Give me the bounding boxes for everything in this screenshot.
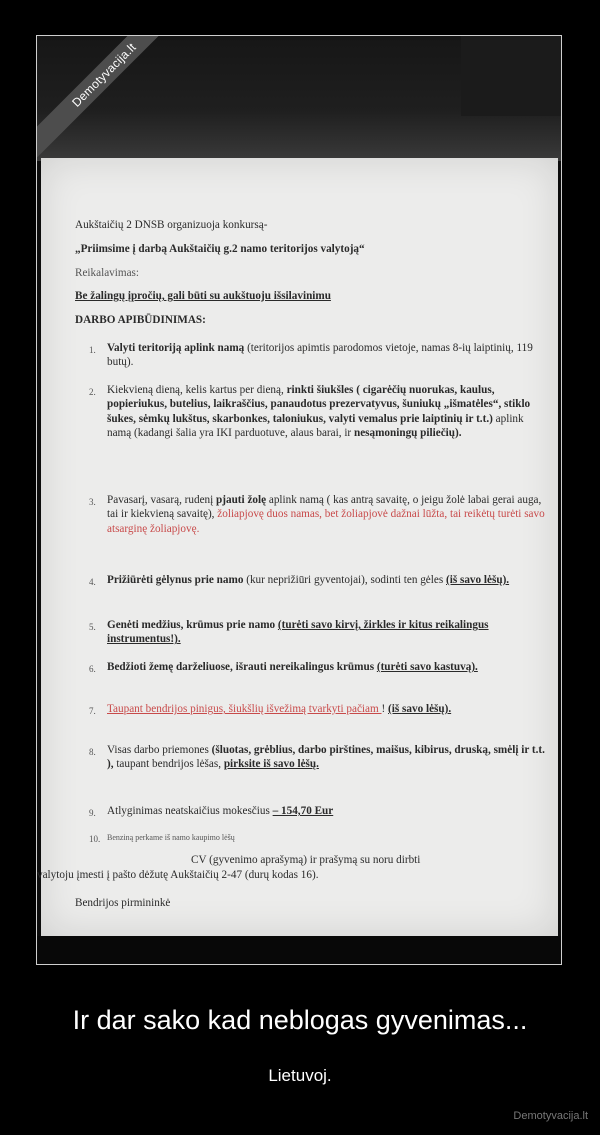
duty-number: 3. bbox=[89, 497, 96, 507]
duty-text: Valyti teritoriją aplink namą bbox=[107, 342, 248, 354]
duty-text: pirksite iš savo lėšų. bbox=[223, 758, 319, 771]
duty-text: rinkti šiukšles ( cigarėčių nuorukas, kaulus, popieriukus, butelius, laikraščius, panaudotus prezervatyvus, šuniukų „išmatėles“, stiklo šukes, sėmkų lukštus, skarbonkes, taloniukus, valyti vemalus prie laiptinių ir t.t.) bbox=[107, 384, 531, 425]
duty-number: 2. bbox=[89, 387, 96, 397]
footer-line-2: valytoju įmesti į pašto dėžutę Aukštaičių 2-47 (durų kodas 16). bbox=[37, 869, 319, 881]
duty-text: Kiekvieną dieną, kelis kartus per dieną, bbox=[107, 384, 287, 396]
duty-text: (šluotas, grėblius, darbo pirštines, maišus, kibirus, druską, smėlį ir t.t. ), bbox=[107, 744, 545, 771]
duty-item bbox=[107, 383, 547, 440]
duty-text: (turėti savo kirvį, žirkles ir kitus reikalingus instrumentus!). bbox=[107, 619, 489, 646]
duty-item bbox=[107, 618, 547, 647]
duty-number: 7. bbox=[89, 706, 96, 716]
duty-text: (teritorijos apimtis parodomos vietoje, namas 8-ių laiptinių, 119 butų). bbox=[107, 342, 533, 369]
watermark-ribbon: Demotyvacija.lt bbox=[36, 35, 186, 157]
caption-subtitle: Lietuvoj. bbox=[268, 1066, 332, 1085]
duty-number: 4. bbox=[89, 577, 96, 587]
duty-number: 10. bbox=[89, 834, 101, 844]
site-watermark: Demotyvacija.lt bbox=[513, 1110, 588, 1122]
notice-headline: „Priimsime į darbą Aukštaičių g.2 namo teritorijos valytoją“ bbox=[75, 243, 365, 255]
photo-frame bbox=[36, 35, 562, 965]
section-title: DARBO APIBŪDINIMAS: bbox=[75, 314, 206, 326]
duty-text: ! bbox=[381, 703, 389, 715]
requirements-text: Be žalingų įpročių, gali būti su aukštuoju išsilavinimu bbox=[75, 290, 331, 302]
duty-text: – 154,70 Eur bbox=[272, 805, 334, 817]
duty-item bbox=[107, 830, 547, 845]
duty-text: žoliapjovę duos namas, bet žoliapjovė dažnai lūžta, tai reikėtų turėti savo atsarginę žoliapjovę. bbox=[107, 508, 545, 535]
caption-title: Ir dar sako kad neblogas gyvenimas... bbox=[72, 1005, 528, 1035]
duty-text: Atlyginimas neatskaičius mokesčius bbox=[107, 805, 273, 817]
duty-text: nesąmoningų piliečių). bbox=[353, 426, 462, 439]
duty-text: aplink namą (kadangi šalia yra IKI parduotuve, alaus barai, ir bbox=[107, 412, 524, 439]
duty-text: Visas darbo priemones bbox=[107, 744, 212, 756]
requirements-label: Reikalavimas: bbox=[75, 267, 140, 279]
duty-text: (kur neprižiūri gyventojai), sodinti ten gėles bbox=[246, 574, 446, 586]
duty-item bbox=[107, 804, 547, 818]
signature: Bendrijos pirmininkė bbox=[75, 897, 171, 909]
notice-intro: Aukštaičių 2 DNSB organizuoja konkursą- bbox=[75, 219, 268, 231]
duty-text: Prižiūrėti gėlynus prie namo bbox=[107, 574, 247, 586]
duty-number: 9. bbox=[89, 808, 96, 818]
duty-item bbox=[107, 493, 547, 536]
duty-number: 1. bbox=[89, 345, 96, 355]
duty-text: taupant bendrijos lėšas, bbox=[116, 758, 224, 771]
footer-line-1: CV (gyvenimo aprašymą) ir prašymą su noru dirbti bbox=[191, 854, 421, 866]
duty-text: pjauti žolę bbox=[216, 494, 269, 506]
duty-number: 6. bbox=[89, 664, 96, 674]
duty-text: Bedžioti žemę darželiuose, išrauti nereikalingus krūmus bbox=[107, 661, 377, 673]
photo-background-bottom bbox=[37, 936, 561, 965]
duty-text: (turėti savo kastuvą). bbox=[376, 661, 478, 673]
duty-number: 8. bbox=[89, 747, 96, 757]
duty-text: Benziną perkame iš namo kaupimo lėšų bbox=[107, 833, 235, 842]
duty-item bbox=[107, 341, 547, 370]
duty-text: Genėti medžius, krūmus prie namo bbox=[107, 619, 278, 631]
notice-paper bbox=[37, 158, 558, 936]
duty-text: aplink namą ( kas antrą savaitę, o jeigu žolė labai gerai auga, tai ir kiekvieną savaitę), bbox=[107, 494, 542, 521]
duty-text: Taupant bendrijos pinigus, šiukšlių išvežimą tvarkyti pačiam bbox=[107, 703, 382, 715]
duty-text: (iš savo lėšų). bbox=[388, 703, 452, 715]
duty-number: 5. bbox=[89, 622, 96, 632]
duty-text: (iš savo lėšų). bbox=[446, 574, 510, 586]
duty-item bbox=[107, 573, 547, 587]
duty-text: Pavasarį, vasarą, rudenį bbox=[107, 494, 217, 506]
duty-item bbox=[107, 660, 547, 674]
duty-item bbox=[107, 702, 547, 716]
duty-item bbox=[107, 743, 547, 772]
